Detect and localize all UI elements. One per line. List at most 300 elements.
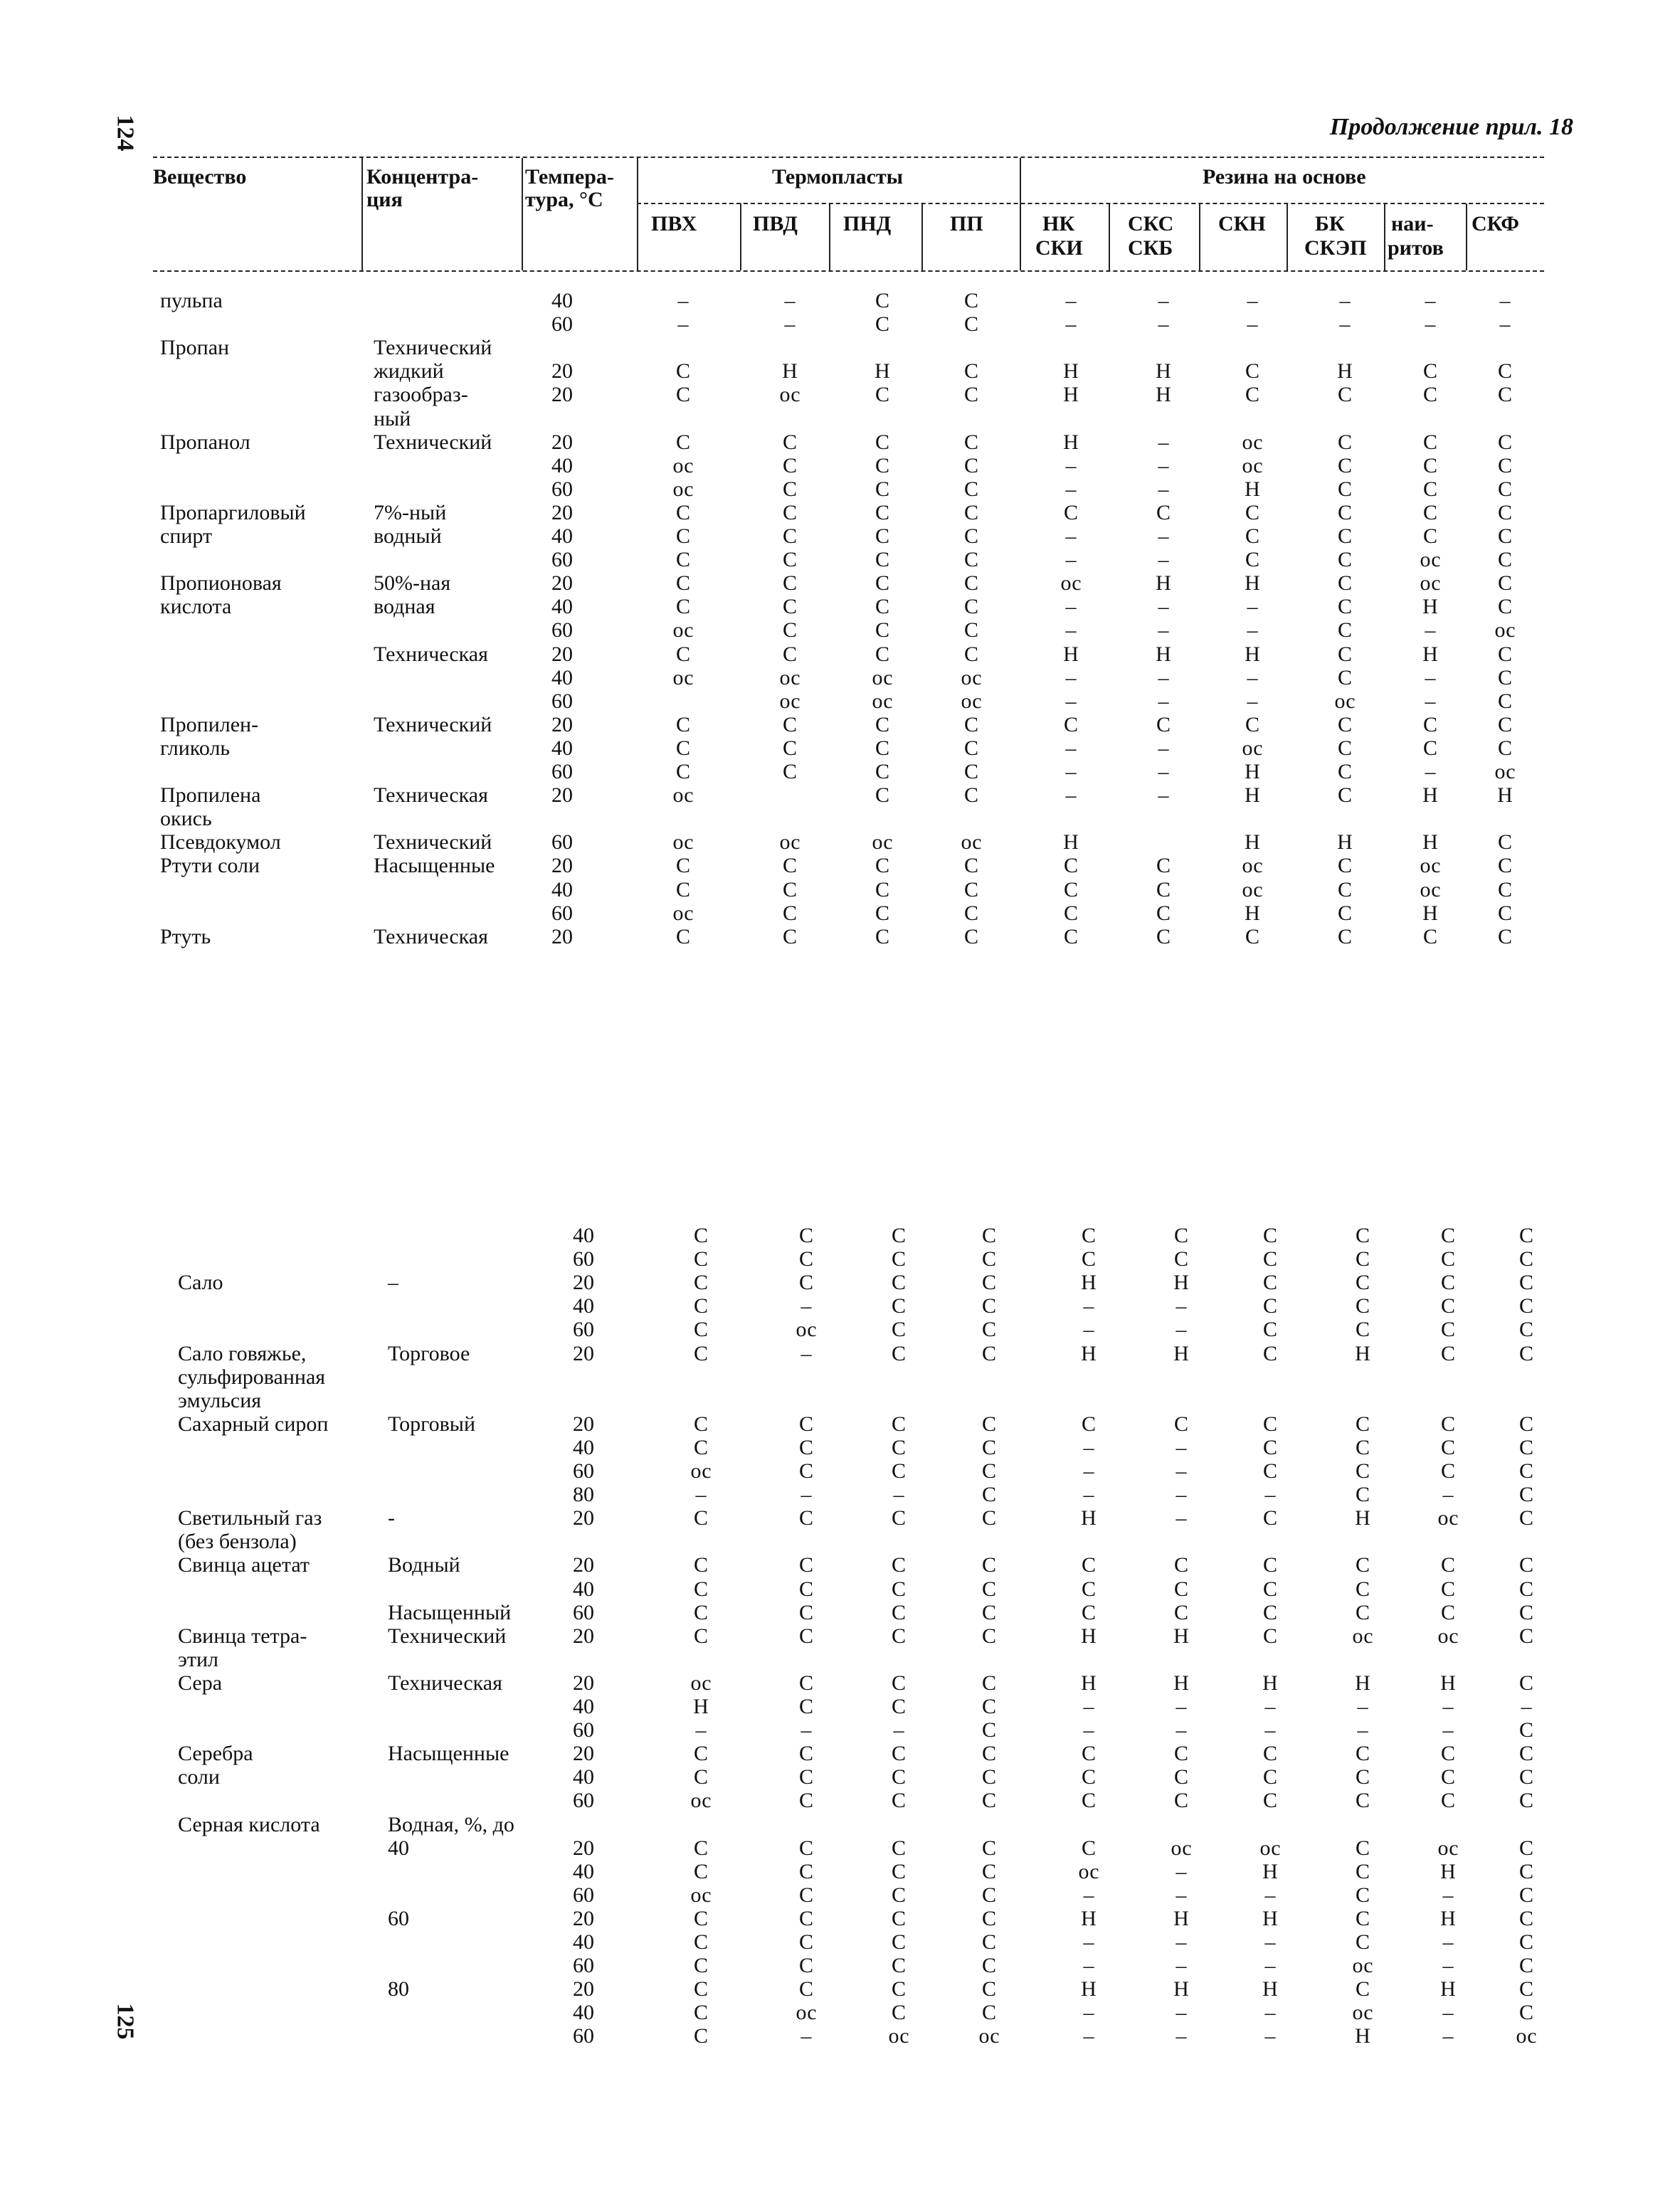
value-cell: С xyxy=(1422,500,1438,524)
value-cell: ос xyxy=(690,1671,712,1695)
value-cell: С xyxy=(1355,1412,1370,1436)
substance-cell: Пропанол xyxy=(160,430,250,454)
value-cell: С xyxy=(1497,453,1513,477)
table-row xyxy=(0,925,1680,949)
value-cell: – xyxy=(1425,618,1436,642)
value-cell: С xyxy=(693,1341,709,1365)
temperature-cell: 40 xyxy=(551,665,573,689)
value-cell: – xyxy=(1065,289,1077,312)
value-cell: ос xyxy=(1242,453,1263,477)
value-cell: С xyxy=(1440,1765,1456,1789)
value-cell: – xyxy=(801,1718,812,1742)
value-cell: Н xyxy=(1156,359,1171,383)
substance-cell: Светильный газ xyxy=(178,1506,322,1530)
value-cell: С xyxy=(798,1506,814,1530)
temperature-cell: 40 xyxy=(573,1435,594,1459)
value-cell: С xyxy=(782,548,798,572)
value-cell: С xyxy=(963,430,979,454)
temperature-cell: 20 xyxy=(573,1341,594,1365)
value-cell: С xyxy=(1497,524,1513,548)
concentration-cell: Технический xyxy=(374,712,492,736)
temperature-cell: 20 xyxy=(573,1412,594,1436)
value-cell: С xyxy=(891,1906,907,1930)
substance-cell: Сахарный сироп xyxy=(178,1412,329,1436)
value-cell: С xyxy=(891,1695,907,1718)
value-cell: С xyxy=(1173,1577,1189,1601)
concentration-cell: Торговое xyxy=(388,1341,470,1365)
table-row xyxy=(0,1412,1680,1437)
value-cell: С xyxy=(1173,1412,1189,1436)
value-cell: С xyxy=(1081,1412,1097,1436)
value-cell: С xyxy=(1262,1624,1278,1648)
temperature-cell: 20 xyxy=(573,1906,594,1930)
table-row xyxy=(0,1813,1680,1837)
value-cell: Н xyxy=(1081,1506,1097,1530)
value-cell: ос xyxy=(872,689,893,713)
value-cell: С xyxy=(891,1224,907,1247)
value-cell: – xyxy=(1065,453,1077,477)
value-cell: – xyxy=(1158,618,1169,642)
value-cell: С xyxy=(1081,1224,1097,1247)
value-cell: С xyxy=(1355,1883,1370,1907)
value-cell: С xyxy=(963,712,979,736)
value-cell: Н xyxy=(1081,1341,1097,1365)
temperature-cell: 40 xyxy=(573,1224,594,1247)
value-cell: С xyxy=(1440,1318,1456,1342)
value-cell: Н xyxy=(1337,830,1353,855)
value-cell: ос xyxy=(872,665,893,689)
value-cell: С xyxy=(1497,430,1513,454)
value-cell: С xyxy=(1518,1506,1534,1530)
table-row xyxy=(0,1271,1680,1295)
value-cell: – xyxy=(1339,289,1351,312)
value-cell: – xyxy=(1158,783,1169,808)
value-cell: С xyxy=(693,1412,709,1436)
value-cell: – xyxy=(1247,595,1258,619)
table-row xyxy=(0,359,1680,383)
value-cell: – xyxy=(1176,1883,1187,1907)
value-cell: С xyxy=(963,524,979,548)
value-cell: – xyxy=(1158,524,1169,548)
substance-cell: Серная кислота xyxy=(178,1812,320,1836)
value-cell: С xyxy=(891,1671,907,1695)
value-cell: С xyxy=(1262,1765,1278,1789)
value-cell: С xyxy=(1440,1341,1456,1365)
value-cell: – xyxy=(1425,760,1436,783)
value-cell: С xyxy=(1337,618,1353,642)
value-cell: Н xyxy=(1063,383,1079,407)
value-cell: С xyxy=(693,1553,709,1577)
value-cell: С xyxy=(1355,1859,1370,1883)
substance-cell: гликоль xyxy=(160,736,231,760)
value-cell: Н xyxy=(1245,901,1260,925)
value-cell: С xyxy=(891,1271,907,1295)
table-row xyxy=(0,1601,1680,1625)
value-cell: ос xyxy=(1259,1836,1281,1860)
value-cell: С xyxy=(798,1600,814,1624)
value-cell: – xyxy=(784,312,796,337)
header-divider xyxy=(1199,203,1200,270)
value-cell: С xyxy=(693,1506,709,1530)
page-number-bottom: 125 xyxy=(112,2003,139,2040)
value-cell: С xyxy=(693,1765,709,1789)
value-cell: С xyxy=(1355,1271,1370,1295)
table-row xyxy=(0,1789,1680,1813)
temperature-cell: 20 xyxy=(573,1977,594,2001)
value-cell: С xyxy=(981,1930,997,1954)
value-cell: С xyxy=(1518,1294,1534,1318)
temperature-cell: 20 xyxy=(573,1836,594,1860)
temperature-cell: 60 xyxy=(573,1718,594,1742)
value-cell: С xyxy=(1063,712,1079,736)
col-header-pvd: ПВД xyxy=(753,212,798,236)
concentration-cell: газообраз- xyxy=(374,383,468,407)
table-row xyxy=(0,1389,1680,1413)
value-cell: С xyxy=(1355,1600,1370,1624)
value-cell: С xyxy=(1440,1247,1456,1271)
value-cell: С xyxy=(981,1906,997,1930)
substance-cell: Серебра xyxy=(178,1742,253,1766)
value-cell: – xyxy=(1442,1695,1454,1718)
value-cell: С xyxy=(963,289,979,312)
value-cell: С xyxy=(1497,477,1513,501)
value-cell: С xyxy=(782,453,798,477)
value-cell: С xyxy=(1262,1247,1278,1271)
value-cell: Н xyxy=(1156,642,1171,666)
value-cell: С xyxy=(1518,1671,1534,1695)
value-cell: С xyxy=(675,642,691,666)
value-cell: – xyxy=(1083,1930,1094,1954)
value-cell: ос xyxy=(672,453,694,477)
header-divider xyxy=(1109,203,1110,270)
header-temperature-line2: тура, °С xyxy=(525,188,603,211)
value-cell: С xyxy=(1337,477,1353,501)
value-cell: С xyxy=(798,1930,814,1954)
value-cell: С xyxy=(981,1483,997,1507)
value-cell: С xyxy=(1262,1294,1278,1318)
value-cell: Н xyxy=(1173,1624,1189,1648)
value-cell: Н xyxy=(875,359,890,383)
temperature-cell: 40 xyxy=(551,736,573,760)
value-cell: С xyxy=(963,477,979,501)
value-cell: ос xyxy=(779,383,801,407)
value-cell: С xyxy=(891,1765,907,1789)
table-row xyxy=(0,1718,1680,1742)
value-cell: С xyxy=(1081,1789,1097,1813)
concentration-cell: Насыщенные xyxy=(388,1742,509,1766)
value-cell: ос xyxy=(796,2001,817,2025)
table-row xyxy=(0,336,1680,360)
value-cell: – xyxy=(1158,289,1169,312)
concentration-cell: 50%-ная xyxy=(374,571,451,596)
value-cell: С xyxy=(1063,901,1079,925)
concentration-cell: жидкий xyxy=(374,359,444,383)
value-cell: – xyxy=(1176,1294,1187,1318)
value-cell: С xyxy=(693,1906,709,1930)
value-cell: – xyxy=(1083,2024,1094,2048)
value-cell: – xyxy=(1083,1483,1094,1507)
value-cell: С xyxy=(1440,1294,1456,1318)
table-row xyxy=(0,1530,1680,1554)
substance-cell: Сало xyxy=(178,1271,223,1295)
value-cell: С xyxy=(782,924,798,948)
value-cell: С xyxy=(693,2001,709,2025)
value-cell: Н xyxy=(1245,783,1260,808)
value-cell: – xyxy=(1264,1695,1276,1718)
value-cell: С xyxy=(963,312,979,337)
value-cell: С xyxy=(675,736,691,760)
value-cell: С xyxy=(693,1435,709,1459)
value-cell: – xyxy=(1158,430,1169,454)
value-cell: С xyxy=(798,1695,814,1718)
value-cell: С xyxy=(1422,383,1438,407)
header-divider xyxy=(740,203,741,270)
value-cell: С xyxy=(1440,1412,1456,1436)
concentration-cell: Техническая xyxy=(374,642,488,666)
value-cell: – xyxy=(1065,595,1077,619)
value-cell: – xyxy=(1083,1718,1094,1742)
table-row xyxy=(0,760,1680,784)
value-cell: С xyxy=(1518,1859,1534,1883)
value-cell: С xyxy=(891,1742,907,1766)
value-cell: С xyxy=(1337,854,1353,878)
value-cell: С xyxy=(1156,500,1171,524)
value-cell: – xyxy=(1442,1483,1454,1507)
value-cell: ос xyxy=(1420,571,1441,596)
value-cell: – xyxy=(1065,760,1077,783)
value-cell: С xyxy=(782,477,798,501)
temperature-cell: 40 xyxy=(573,1765,594,1789)
value-cell: С xyxy=(963,383,979,407)
value-cell: Н xyxy=(1422,830,1438,855)
value-cell: С xyxy=(963,901,979,925)
value-cell: С xyxy=(1518,1906,1534,1930)
value-cell: С xyxy=(1518,1930,1534,1954)
value-cell: С xyxy=(981,1836,997,1860)
header-divider xyxy=(921,203,923,270)
value-cell: С xyxy=(1245,383,1260,407)
value-cell: – xyxy=(1065,665,1077,689)
value-cell: С xyxy=(963,500,979,524)
value-cell: Н xyxy=(1262,1671,1278,1695)
value-cell: ос xyxy=(1242,736,1263,760)
table-row xyxy=(0,618,1680,642)
value-cell: С xyxy=(1262,1553,1278,1577)
table-row xyxy=(0,1930,1680,1954)
table-row xyxy=(0,1224,1680,1248)
value-cell: ос xyxy=(872,830,893,855)
value-cell: Н xyxy=(1081,1906,1097,1930)
table-row xyxy=(0,1506,1680,1530)
table-row xyxy=(0,1860,1680,1884)
table-row xyxy=(0,1436,1680,1460)
value-cell: ос xyxy=(672,901,694,925)
value-cell: С xyxy=(1245,548,1260,572)
value-cell: – xyxy=(1442,1954,1454,1978)
value-cell: С xyxy=(891,1247,907,1271)
value-cell: – xyxy=(1264,1883,1276,1907)
table-row xyxy=(0,666,1680,690)
value-cell: – xyxy=(1442,1930,1454,1954)
value-cell: ос xyxy=(1420,854,1441,878)
value-cell: С xyxy=(1440,1553,1456,1577)
value-cell: ос xyxy=(1060,571,1082,596)
value-cell: С xyxy=(782,877,798,901)
value-cell: С xyxy=(798,1859,814,1883)
value-cell: – xyxy=(1442,2024,1454,2048)
value-cell: Н xyxy=(1081,1671,1097,1695)
value-cell: Н xyxy=(1245,830,1260,855)
concentration-cell: Водная, %, до xyxy=(388,1812,514,1836)
value-cell: С xyxy=(1063,500,1079,524)
temperature-cell: 60 xyxy=(551,618,573,642)
concentration-cell: Технический xyxy=(388,1624,507,1648)
value-cell: С xyxy=(891,1341,907,1365)
value-cell: – xyxy=(1176,2024,1187,2048)
substance-cell: этил xyxy=(178,1647,219,1671)
value-cell: С xyxy=(1173,1789,1189,1813)
value-cell: – xyxy=(1158,736,1169,760)
value-cell: ос xyxy=(672,783,694,808)
table-row xyxy=(0,1553,1680,1577)
value-cell: С xyxy=(1355,1483,1370,1507)
value-cell: С xyxy=(782,642,798,666)
value-cell: С xyxy=(875,854,890,878)
value-cell: – xyxy=(1357,1695,1368,1718)
value-cell: Н xyxy=(1440,1859,1456,1883)
value-cell: С xyxy=(1245,359,1260,383)
value-cell: ос xyxy=(961,665,982,689)
value-cell: – xyxy=(1176,1695,1187,1718)
value-cell: С xyxy=(1518,1742,1534,1766)
temperature-cell: 60 xyxy=(573,2024,594,2048)
value-cell: С xyxy=(891,1294,907,1318)
value-cell: – xyxy=(801,1483,812,1507)
table-row xyxy=(0,1648,1680,1672)
value-cell: С xyxy=(891,1600,907,1624)
value-cell: С xyxy=(1355,1247,1370,1271)
header-concentration-line1: Концентра- xyxy=(366,165,479,189)
value-cell: Н xyxy=(1173,1906,1189,1930)
value-cell: С xyxy=(693,1624,709,1648)
value-cell: – xyxy=(1083,1695,1094,1718)
value-cell: С xyxy=(1497,712,1513,736)
value-cell: С xyxy=(1518,1247,1534,1271)
temperature-cell: 20 xyxy=(551,642,573,666)
page-number-top: 124 xyxy=(112,115,139,152)
value-cell: С xyxy=(981,1765,997,1789)
value-cell: С xyxy=(1156,877,1171,901)
value-cell: С xyxy=(981,1577,997,1601)
substance-cell: окись xyxy=(160,807,212,831)
value-cell: С xyxy=(1518,1954,1534,1978)
value-cell: С xyxy=(1156,712,1171,736)
header-divider xyxy=(829,203,830,270)
substance-cell: соли xyxy=(178,1765,220,1789)
concentration-cell: Водный xyxy=(388,1553,460,1577)
value-cell: С xyxy=(798,1883,814,1907)
temperature-cell: 20 xyxy=(551,383,573,407)
value-cell: С xyxy=(1337,760,1353,783)
value-cell: С xyxy=(1173,1224,1189,1247)
concentration-cell: Техническая xyxy=(374,783,488,808)
value-cell: С xyxy=(981,1271,997,1295)
value-cell: Н xyxy=(1262,1859,1278,1883)
header-concentration-line2: ция xyxy=(366,188,403,211)
temperature-cell: 60 xyxy=(573,1883,594,1907)
temperature-cell: 60 xyxy=(573,1954,594,1978)
value-cell: С xyxy=(981,1859,997,1883)
value-cell: ос xyxy=(978,2024,1000,2048)
value-cell: С xyxy=(1245,500,1260,524)
value-cell: С xyxy=(1081,1836,1097,1860)
value-cell: С xyxy=(963,736,979,760)
table-row xyxy=(0,1954,1680,1978)
value-cell: С xyxy=(981,1977,997,2001)
temperature-cell: 60 xyxy=(551,689,573,713)
value-cell: С xyxy=(963,854,979,878)
value-cell: – xyxy=(801,1294,812,1318)
substance-cell: Псевдокумол xyxy=(160,830,281,855)
substance-cell: Пропилена xyxy=(160,783,261,808)
value-cell: С xyxy=(1173,1247,1189,1271)
header-divider xyxy=(1466,203,1467,270)
value-cell: С xyxy=(782,854,798,878)
value-cell: – xyxy=(1176,1318,1187,1342)
header-divider xyxy=(361,158,363,270)
value-cell: С xyxy=(1337,901,1353,925)
value-cell: С xyxy=(1355,1459,1370,1483)
value-cell: С xyxy=(875,289,890,312)
value-cell: С xyxy=(1355,1977,1370,2001)
value-cell: С xyxy=(891,1954,907,1978)
value-cell: С xyxy=(963,571,979,596)
col-header-bk: БК xyxy=(1315,212,1345,236)
value-cell: С xyxy=(798,1271,814,1295)
value-cell: – xyxy=(1158,760,1169,783)
value-cell: Н xyxy=(1081,1271,1097,1295)
value-cell: – xyxy=(1083,1883,1094,1907)
value-cell: С xyxy=(675,430,691,454)
table-row xyxy=(0,1671,1680,1695)
value-cell: – xyxy=(1442,1883,1454,1907)
header-bottom-rule xyxy=(153,270,1544,272)
table-row xyxy=(0,1365,1680,1390)
value-cell: С xyxy=(1081,1247,1097,1271)
value-cell: – xyxy=(1357,1718,1368,1742)
col-header-sks: СКС xyxy=(1128,212,1174,236)
value-cell: С xyxy=(1337,783,1353,808)
concentration-cell: Насыщенные xyxy=(374,854,495,878)
value-cell: С xyxy=(1337,877,1353,901)
value-cell: Н xyxy=(1422,642,1438,666)
value-cell: Н xyxy=(1245,477,1260,501)
value-cell: – xyxy=(1264,1718,1276,1742)
value-cell: С xyxy=(875,548,890,572)
value-cell: С xyxy=(798,1224,814,1247)
temperature-cell: 40 xyxy=(573,1859,594,1883)
value-cell: Н xyxy=(1081,1977,1097,2001)
temperature-cell: 40 xyxy=(551,595,573,619)
value-cell: С xyxy=(981,1506,997,1530)
value-cell: – xyxy=(1176,1718,1187,1742)
col-header-pnd: ПНД xyxy=(843,212,892,236)
value-cell: С xyxy=(1422,430,1438,454)
value-cell: С xyxy=(1518,1718,1534,1742)
value-cell: С xyxy=(782,712,798,736)
value-cell: С xyxy=(963,359,979,383)
value-cell: С xyxy=(1337,595,1353,619)
